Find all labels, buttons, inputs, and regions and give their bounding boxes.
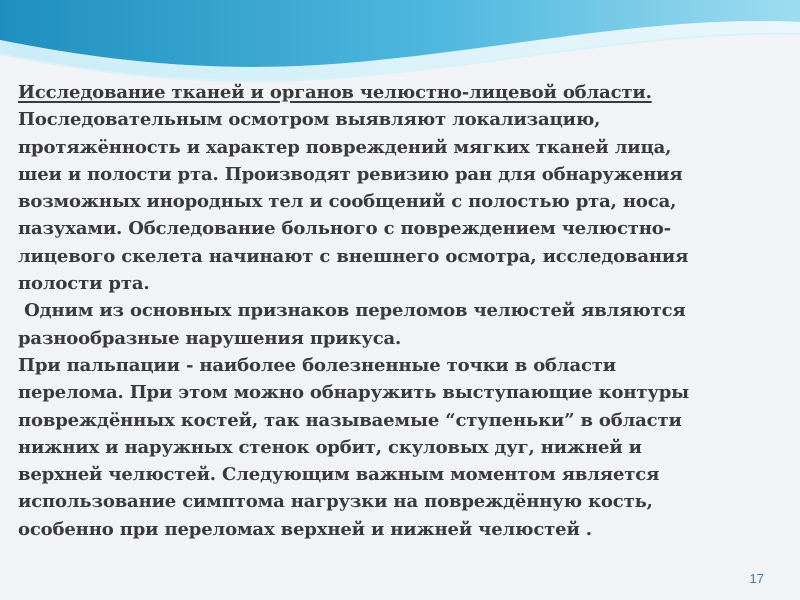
page-number: 17 [749, 571, 764, 586]
slide-body-text [18, 79, 788, 543]
paragraph-3-line: повреждённых костей, так называемые “ступеньки” в области [18, 409, 682, 431]
paragraph-1-line: полости рта. [18, 273, 150, 295]
paragraph-2-line: разнообразные нарушения прикуса. [18, 327, 402, 349]
paragraph-2-line: Одним из основных признаков переломов челюстей являются [18, 300, 686, 322]
paragraph-3-line: особенно при переломах верхней и нижней челюстей . [18, 518, 592, 540]
paragraph-1-line: Последовательным осмотром выявляют локализацию, [18, 109, 601, 131]
paragraph-1-line: лицевого скелета начинают с внешнего осмотра, исследования [18, 245, 689, 267]
paragraph-3-line: нижних и наружных стенок орбит, скуловых дуг, нижней и [18, 436, 642, 458]
paragraph-1-line: шеи и полости рта. Производят ревизию ран для обнаружения [18, 163, 683, 185]
paragraph-1-line: протяжённость и характер повреждений мягких тканей лица, [18, 136, 672, 158]
paragraph-3-line: перелома. При этом можно обнаружить выступающие контуры [18, 382, 690, 404]
paragraph-3-line: использование симптома нагрузки на повреждённую кость, [18, 491, 653, 513]
paragraph-3-line: При пальпации - наиболее болезненные точки в области [18, 354, 616, 376]
paragraph-3-line: верхней челюстей. Следующим важным моментом является [18, 464, 660, 486]
paragraph-1-line: возможных инородных тел и сообщений с полостью рта, носа, [18, 191, 677, 213]
slide-heading: Исследование тканей и органов челюстно-лицевой области. [18, 82, 652, 103]
paragraph-1-line: пазухами. Обследование больного с повреждением челюстно- [18, 218, 671, 240]
